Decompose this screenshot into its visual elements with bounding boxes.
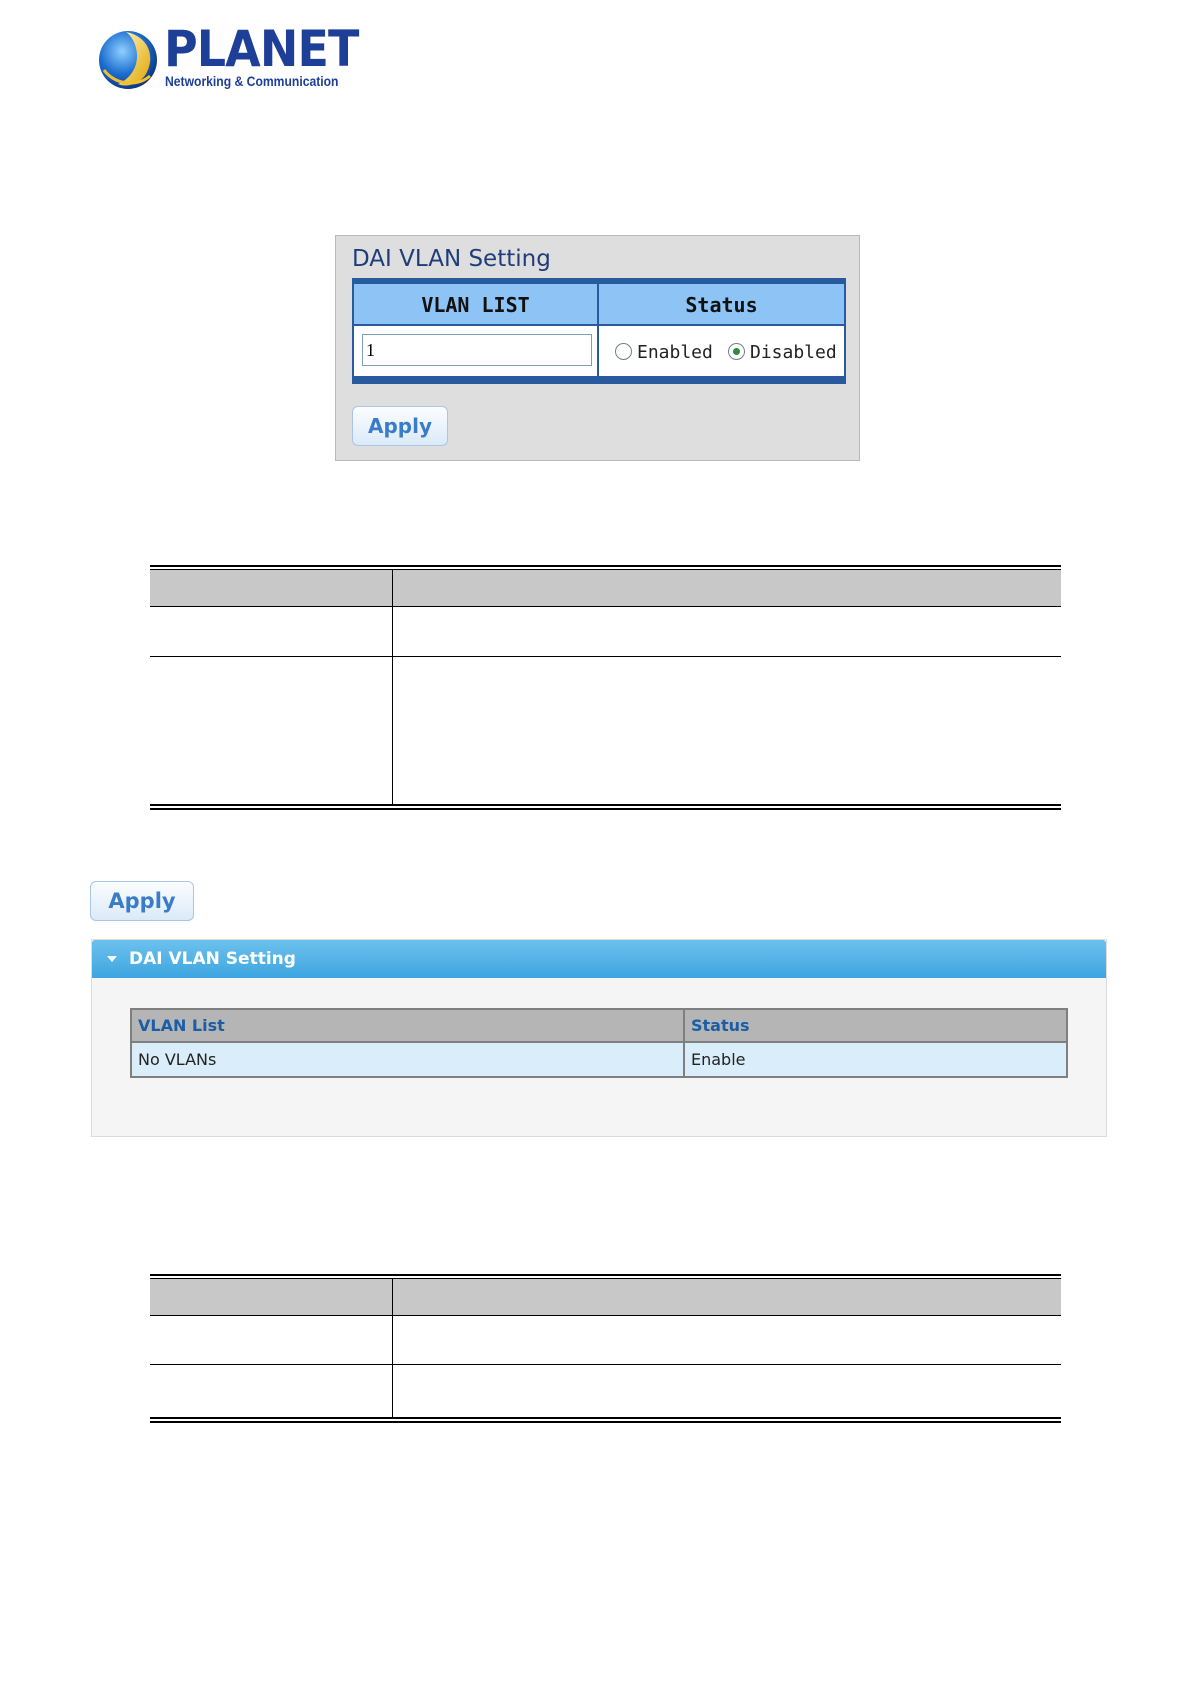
status-disabled-radio[interactable]	[728, 343, 745, 360]
column-divider	[597, 284, 599, 376]
status-enabled-radio[interactable]	[615, 343, 632, 360]
table-header	[132, 1010, 1066, 1043]
vlan-list-input[interactable]: 1	[362, 334, 592, 366]
description-table-1	[150, 565, 1061, 810]
table-bottom-rule-outer	[150, 808, 1061, 810]
status-column-header: Status	[691, 1016, 750, 1035]
column-divider	[683, 1010, 685, 1076]
collapse-caret-icon[interactable]	[107, 956, 117, 962]
status-column-header: Status	[685, 293, 758, 317]
status-cell: Enable	[691, 1050, 746, 1069]
vlan-list-cell: No VLANs	[138, 1050, 217, 1069]
panel-title: DAI VLAN Setting	[129, 949, 296, 969]
table-bottom-rule-outer	[150, 1421, 1061, 1423]
table-top-rule	[150, 565, 1061, 567]
brand-wordmark: PLANET	[164, 20, 359, 78]
brand-tagline: Networking & Communication	[165, 74, 339, 89]
table-bottom-rule	[150, 804, 1061, 806]
table-row	[150, 607, 1061, 657]
status-disabled-label[interactable]: Disabled	[750, 342, 837, 363]
panel-title: DAI VLAN Setting	[352, 246, 551, 272]
apply-button[interactable]: Apply	[90, 881, 194, 921]
planet-logo	[96, 20, 359, 94]
status-enabled-label[interactable]: Enabled	[637, 342, 713, 363]
apply-button[interactable]: Apply	[352, 406, 448, 446]
dai-vlan-setting-panel-legacy	[335, 235, 860, 461]
vlan-list-column-header: VLAN LIST	[421, 293, 530, 317]
globe-logo-icon	[96, 26, 160, 92]
table-header	[354, 284, 844, 326]
table-header-row	[150, 1279, 1061, 1316]
description-table-2	[150, 1274, 1061, 1424]
table-bottom-rule	[150, 1417, 1061, 1419]
table-row	[132, 1043, 1066, 1076]
table-row	[150, 1316, 1061, 1365]
column-divider	[392, 570, 393, 805]
dai-vlan-setting-panel	[91, 939, 1107, 1137]
dai-vlan-status-table	[130, 1008, 1068, 1078]
vlan-list-column-header: VLAN List	[138, 1016, 225, 1035]
table-top-rule	[150, 1274, 1061, 1276]
table-header-row	[150, 570, 1061, 607]
dai-vlan-form-table	[352, 278, 846, 384]
panel-header[interactable]	[92, 940, 1106, 978]
